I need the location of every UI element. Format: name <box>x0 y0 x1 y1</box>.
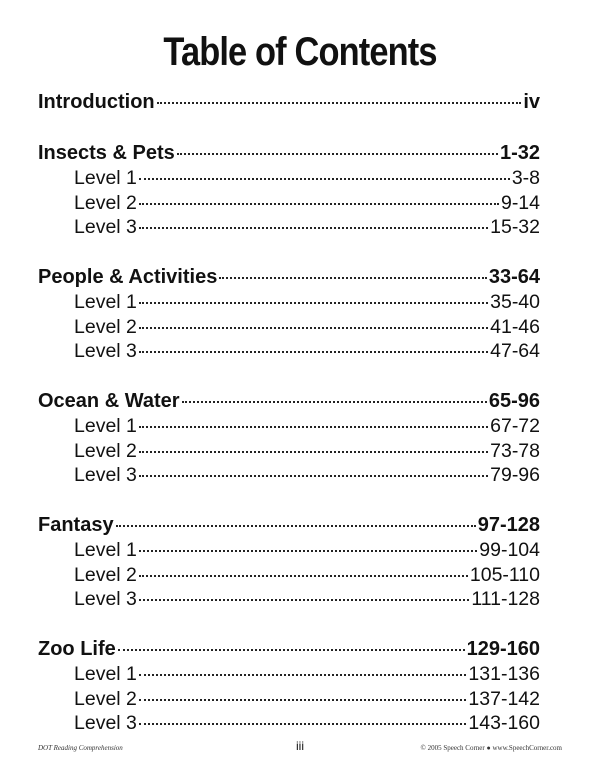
page-range: 65-96 <box>488 390 540 412</box>
section-title: Ocean & Water <box>38 390 180 412</box>
level-label: Level 1 <box>74 291 137 313</box>
page-range: iv <box>523 91 540 113</box>
page-range: 99-104 <box>479 539 540 561</box>
level-label: Level 2 <box>74 439 137 462</box>
toc-level-entry <box>74 662 540 686</box>
toc-level-entry <box>74 315 540 339</box>
level-label: Level 2 <box>74 687 137 710</box>
toc-level-entry <box>74 563 540 587</box>
page-number: iii <box>296 739 304 753</box>
page-range: 79-96 <box>490 464 540 486</box>
page-range: 137-142 <box>468 687 540 710</box>
page-range: 97-128 <box>477 514 540 536</box>
section-title: People & Activities <box>38 266 218 288</box>
level-label: Level 3 <box>74 464 137 486</box>
toc-level-entry <box>74 538 540 562</box>
level-label: Level 3 <box>74 216 137 238</box>
page-range: 143-160 <box>468 712 540 734</box>
dot-leader <box>139 723 467 725</box>
toc-level-entry <box>74 414 540 438</box>
dot-leader <box>139 426 488 428</box>
dot-leader <box>139 674 467 676</box>
page-range: 131-136 <box>468 663 540 685</box>
section-title: Fantasy <box>38 514 114 536</box>
page-range: 73-78 <box>490 439 540 462</box>
section-title: Zoo Life <box>38 638 116 660</box>
footer-book-title: DOT Reading Comprehension <box>38 744 123 752</box>
dot-leader <box>182 401 487 403</box>
dot-leader <box>118 649 465 651</box>
toc-level-entry <box>74 439 540 463</box>
toc-level-entry <box>74 166 540 190</box>
page-title: Table of Contents <box>163 30 437 74</box>
toc-level-entry <box>74 687 540 711</box>
toc-level-entry <box>74 290 540 314</box>
toc-level-entry <box>74 339 540 363</box>
toc-level-entry <box>74 463 540 487</box>
dot-leader <box>116 525 476 527</box>
toc-section-entry <box>38 265 540 289</box>
dot-leader <box>139 351 488 353</box>
dot-leader <box>157 102 522 104</box>
section-title: Insects & Pets <box>38 142 175 164</box>
dot-leader <box>139 327 488 329</box>
toc-section-entry <box>38 389 540 413</box>
footer-copyright: © 2005 Speech Corner ● www.SpeechCorner.com <box>420 744 562 752</box>
page-range: 15-32 <box>490 216 540 238</box>
page-range: 129-160 <box>466 638 540 660</box>
level-label: Level 1 <box>74 663 137 685</box>
dot-leader <box>139 550 477 552</box>
page-range: 35-40 <box>490 291 540 313</box>
dot-leader <box>139 475 488 477</box>
level-label: Level 3 <box>74 340 137 362</box>
toc-level-entry <box>74 711 540 735</box>
dot-leader <box>139 302 488 304</box>
dot-leader <box>177 153 498 155</box>
page-range: 67-72 <box>490 415 540 437</box>
page-range: 33-64 <box>488 266 540 288</box>
page-range: 3-8 <box>511 167 540 189</box>
toc-level-entry <box>74 191 540 215</box>
toc-level-entry <box>74 587 540 611</box>
level-label: Level 2 <box>74 563 137 586</box>
dot-leader <box>139 203 499 205</box>
toc-section-entry <box>38 141 540 165</box>
level-label: Level 3 <box>74 712 137 734</box>
toc-level-entry <box>74 215 540 239</box>
page-range: 105-110 <box>469 563 540 586</box>
dot-leader <box>219 277 487 279</box>
toc-section-entry <box>38 90 540 114</box>
level-label: Level 1 <box>74 167 137 189</box>
level-label: Level 2 <box>74 315 137 338</box>
level-label: Level 3 <box>74 588 137 610</box>
dot-leader <box>139 451 488 453</box>
toc-section-entry <box>38 513 540 537</box>
level-label: Level 2 <box>74 191 137 214</box>
dot-leader <box>139 178 510 180</box>
page-range: 1-32 <box>499 142 540 164</box>
page-range: 47-64 <box>490 340 540 362</box>
dot-leader <box>139 227 488 229</box>
level-label: Level 1 <box>74 539 137 561</box>
level-label: Level 1 <box>74 415 137 437</box>
page-range: 111-128 <box>471 588 540 610</box>
section-title: Introduction <box>38 91 155 113</box>
dot-leader <box>139 699 467 701</box>
page-range: 41-46 <box>490 315 540 338</box>
toc-section-entry <box>38 637 540 661</box>
dot-leader <box>139 575 468 577</box>
dot-leader <box>139 599 469 601</box>
page-range: 9-14 <box>500 191 540 214</box>
